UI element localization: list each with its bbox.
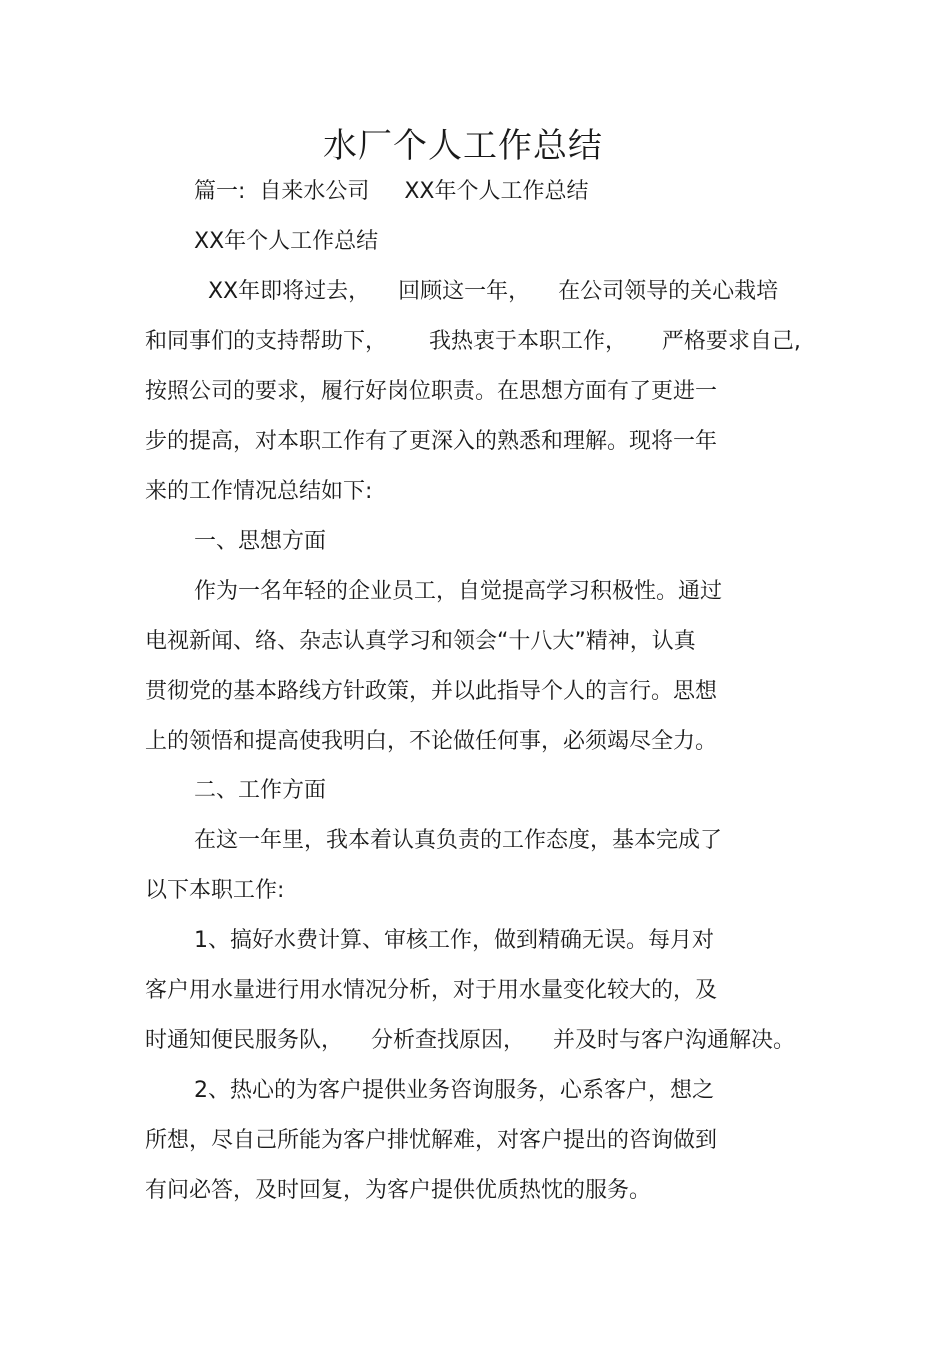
paragraph-line: 来的工作情况总结如下: xyxy=(145,479,373,504)
paragraph-line: 在这一年里，我本着认真负责的工作态度，基本完成了 xyxy=(194,828,723,853)
paragraph-line: 有问必答，及时回复，为客户提供优质热忱的服务。 xyxy=(145,1178,652,1203)
subtitle-line: 篇一: 自来水公司 XX年个人工作总结 xyxy=(194,179,589,204)
paragraph-line: 2、热心的为客户提供业务咨询服务，心系客户，想之 xyxy=(194,1078,714,1103)
paragraph-line: 步的提高，对本职工作有了更深入的熟悉和理解。现将一年 xyxy=(145,429,718,454)
paragraph-line: 以下本职工作: xyxy=(145,878,285,903)
paragraph-line: 1、搞好水费计算、审核工作，做到精确无误。每月对 xyxy=(194,928,714,953)
paragraph-line: 时通知便民服务队， 分析查找原因， 并及时与客户沟通解决。 xyxy=(145,1028,795,1053)
paragraph-line: 电视新闻、络、杂志认真学习和领会“十八大”精神，认真 xyxy=(145,629,696,654)
document-title: 水厂个人工作总结 xyxy=(323,126,603,166)
paragraph-line: 上的领悟和提高使我明白，不论做任何事，必须竭尽全力。 xyxy=(145,729,718,754)
section-heading: 一、思想方面 xyxy=(194,529,327,554)
paragraph-line: 贯彻党的基本路线方针政策，并以此指导个人的言行。思想 xyxy=(145,679,718,704)
paragraph-line: XX年即将过去， 回顾这一年， 在公司领导的关心栽培 xyxy=(194,279,779,304)
section-heading: XX年个人工作总结 xyxy=(194,229,379,254)
paragraph-line: 和同事们的支持帮助下， 我热衷于本职工作， 严格要求自己, xyxy=(145,329,801,354)
paragraph-line: 按照公司的要求，履行好岗位职责。在思想方面有了更进一 xyxy=(145,379,718,404)
paragraph-line: 客户用水量进行用水情况分析，对于用水量变化较大的，及 xyxy=(145,978,718,1003)
paragraph-line: 作为一名年轻的企业员工，自觉提高学习积极性。通过 xyxy=(194,579,723,604)
paragraph-line: 所想，尽自己所能为客户排忧解难，对客户提出的咨询做到 xyxy=(145,1128,718,1153)
section-heading: 二、工作方面 xyxy=(194,778,327,803)
